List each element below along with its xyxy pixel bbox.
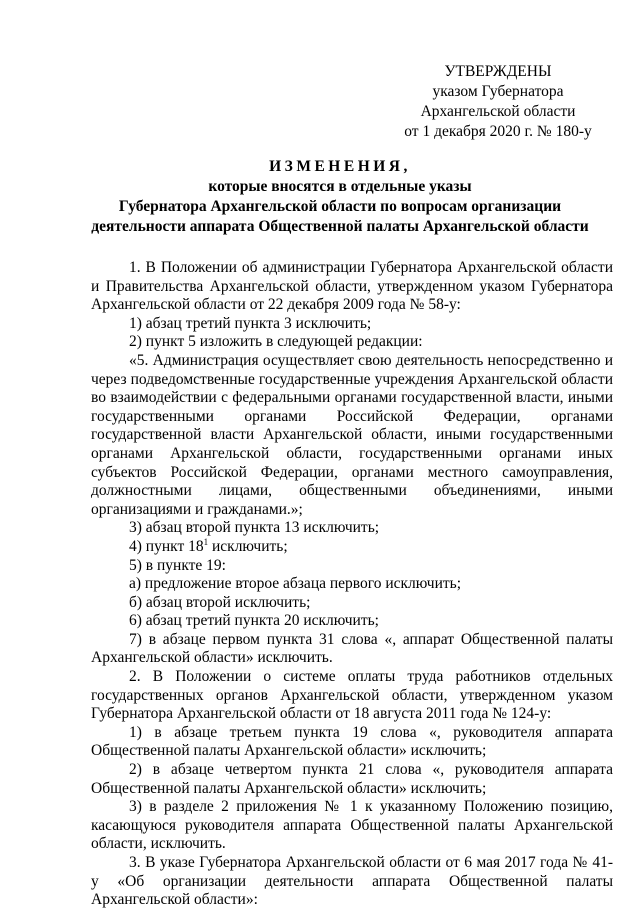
document-subtitle: деятельности аппарата Общественной палаты Архангельской области: [91, 218, 589, 235]
paragraph: 5) в пункте 19:: [129, 556, 226, 574]
paragraph: 7) в абзаце первом пункта 31 слова «, аппарат Общественной палаты Архангельской области» исключить.: [91, 630, 613, 667]
paragraph: 1) в абзаце третьем пункта 19 слова «, руководителя аппарата Общественной палаты Архангельской области» исключить;: [91, 723, 613, 760]
paragraph: 1) абзац третий пункта 3 исключить;: [129, 314, 372, 332]
approval-line: Архангельской области: [420, 103, 576, 120]
approval-block: [388, 62, 608, 142]
paragraph: а) предложение второе абзаца первого исключить;: [129, 575, 462, 593]
paragraph: [91, 538, 613, 557]
document-title: ИЗМЕНЕНИЯ,: [269, 158, 411, 175]
approval-date: от 1 декабря 2020 г. № 180-у: [404, 123, 592, 140]
document-subtitle: которые вносятся в отдельные указы: [208, 178, 472, 195]
paragraph: 3) в разделе 2 приложения № 1 к указанному Положению позицию, касающуюся руководителя аппарата Общественной палаты Архангельской области, исключить.: [91, 798, 613, 853]
paragraph: 2) пункт 5 изложить в следующей редакции:: [129, 333, 423, 351]
paragraph: 1. В Положении об администрации Губернатора Архангельской области и Правительства Архангельской области, утвержденном указом Губернатора Архангельской области от 22 декабря 2009 года № 58-у:: [91, 259, 613, 314]
approval-line: указом Губернатора: [432, 83, 564, 100]
paragraph: 3. В указе Губернатора Архангельской области от 6 мая 2017 года № 41-у «Об организации деятельности аппарата Общественной палаты Архангельской области»:: [91, 854, 613, 909]
paragraph: 3) абзац второй пункта 13 исключить;: [129, 519, 380, 537]
approval-title: УТВЕРЖДЕНЫ: [444, 63, 552, 80]
paragraph-text: 4) пункт 18: [129, 537, 204, 555]
paragraph: б) абзац второй исключить;: [129, 593, 311, 611]
paragraph: 2. В Положении о системе оплаты труда работников отдельных государственных органов Архангельской области, утвержденном указом Губернатора Архангельской области от 18 августа 2011 года № 124-у:: [91, 668, 613, 723]
paragraph: «5. Администрация осуществляет свою деятельность непосредственно и через подведомственные государственные учреждения Архангельской области во взаимодействии с федеральными органами государственной власти, иными государственными органами Российской Федерации, органами государственной власти Архангельской области, иными государственными органами Архангельской области, государственными органами иных субъектов Российской Федерации, органами местного самоуправления, должностными лицами, общественными объединениями, иными организациями и гражданами.»;: [91, 351, 613, 518]
superscript: 1: [203, 536, 209, 547]
paragraph: 2) в абзаце четвертом пункта 21 слова «, руководителя аппарата Общественной палаты Архангельской области» исключить;: [91, 761, 613, 797]
paragraph-text: исключить;: [208, 537, 288, 555]
document-header: [60, 157, 620, 237]
paragraph: 6) абзац третий пункта 20 исключить;: [129, 612, 379, 630]
document-subtitle: Губернатора Архангельской области по вопросам организации: [118, 198, 562, 215]
document-body: [91, 259, 613, 910]
